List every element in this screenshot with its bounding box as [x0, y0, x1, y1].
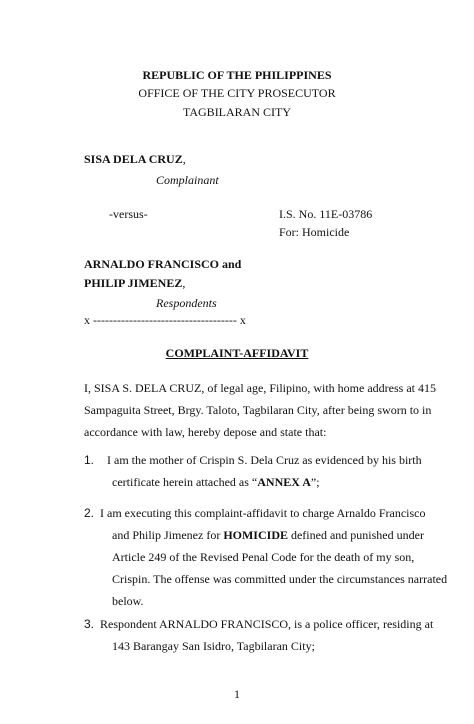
header-city: TAGBILARAN CITY: [182, 105, 292, 119]
case-number: I.S. No. 11E-03786: [279, 207, 373, 221]
offense-label: HOMICIDE: [223, 528, 288, 542]
intro-paragraph: [84, 377, 436, 443]
item-number: 1.: [84, 453, 95, 467]
annex-label: ANNEX A: [257, 475, 311, 489]
header-office: OFFICE OF THE CITY PROSECUTOR: [138, 86, 336, 100]
intro-line: I, SISA S. DELA CRUZ, of legal age, Filipino, with home address at 415: [84, 381, 436, 395]
page-number: 1: [234, 687, 240, 701]
list-item-3: 3. Respondent ARNALDO FRANCISCO, is a police officer, residing at 143 Barangay San Isidro, Tagbilaran City;: [84, 617, 434, 653]
respondent-one: ARNALDO FRANCISCO and: [84, 257, 242, 271]
header-republic: REPUBLIC OF THE PHILIPPINES: [142, 68, 332, 82]
respondent-two: PHILIP JIMENEZ,: [84, 276, 186, 290]
case-offense: For: Homicide: [279, 225, 350, 239]
versus-label: -versus-: [109, 207, 148, 221]
item-number: 2.: [84, 506, 95, 520]
complainant-label: Complainant: [156, 173, 219, 187]
list-item-2: 2. I am executing this complaint-affidavit to charge Arnaldo Francisco and Philip Jimenez for HOMICIDE defined and punished under Article 249 of the Revised Penal Code for the death of my son, Crispin. The offense was committed under the circumstances narrated below.: [84, 506, 448, 608]
document-title: COMPLAINT-AFFIDAVIT: [165, 346, 309, 360]
item-text: I am executing this complaint-affidavit to charge Arnaldo Francisco: [100, 506, 426, 520]
item-number: 3.: [84, 617, 95, 631]
respondents-label: Respondents: [156, 296, 217, 310]
complainant-name: SISA DELA CRUZ,: [84, 152, 186, 166]
item-text: Respondent ARNALDO FRANCISCO, is a police officer, residing at: [100, 617, 434, 631]
intro-line: accordance with law, hereby depose and state that:: [84, 425, 327, 439]
list-item-1: 1. I am the mother of Crispin S. Dela Cruz as evidenced by his birth certificate herein attached as “ANNEX A”;: [84, 453, 422, 489]
intro-line: Sampaguita Street, Brgy. Taloto, Tagbilaran City, after being sworn to in: [84, 403, 432, 417]
caption-separator: x ------------------------------------ x: [84, 313, 246, 327]
item-text: I am the mother of Crispin S. Dela Cruz as evidenced by his birth: [104, 453, 422, 467]
